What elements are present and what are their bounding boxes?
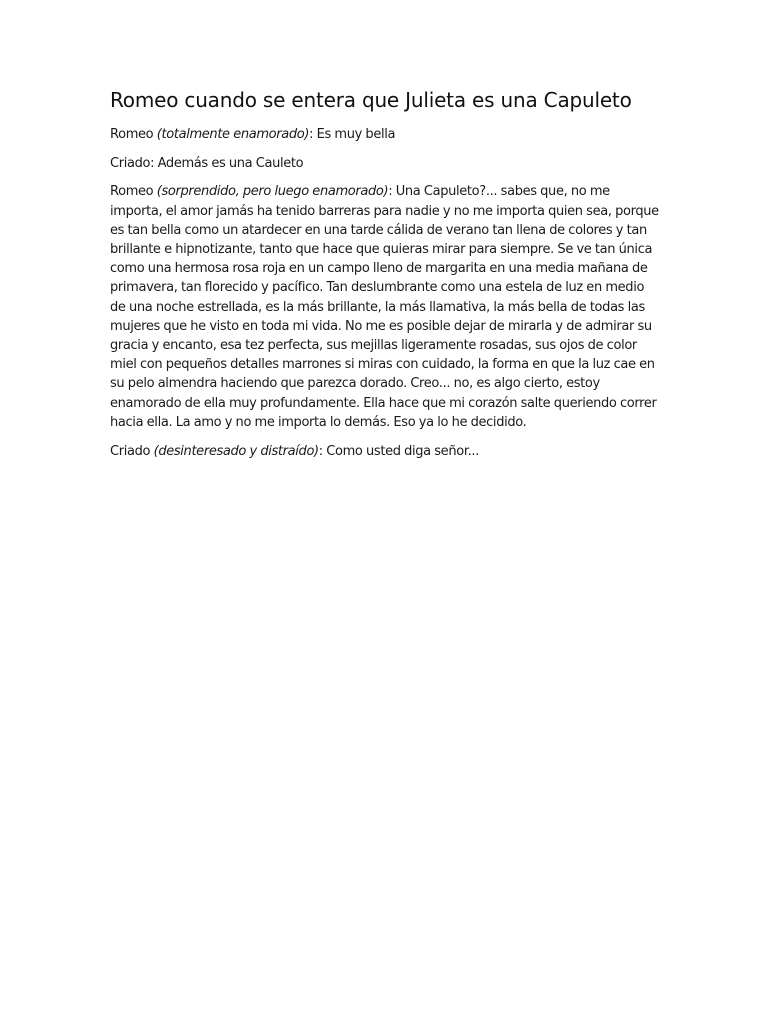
stage-direction: (totalmente enamorado) bbox=[156, 127, 310, 142]
dialogue-text: : Es muy bella bbox=[309, 127, 396, 142]
stage-direction: (desinteresado y distraído) bbox=[153, 443, 319, 459]
speaker-name: Romeo bbox=[110, 184, 154, 200]
document-title: Romeo cuando se entera que Julieta es una Capuleto bbox=[110, 88, 632, 112]
dialogue-text: : Además es una Cauleto bbox=[150, 155, 304, 171]
speaker-name: Criado bbox=[110, 155, 151, 171]
dialogue-paragraph bbox=[110, 182, 660, 432]
dialogue-text: : Como usted diga señor... bbox=[318, 443, 479, 459]
speaker-name: Romeo bbox=[110, 127, 154, 142]
speaker-name: Criado bbox=[110, 443, 151, 459]
dialogue-paragraph bbox=[110, 125, 660, 144]
dialogue-paragraph bbox=[110, 442, 660, 461]
stage-direction: (sorprendido, pero luego enamorado) bbox=[156, 184, 389, 200]
dialogue-paragraph bbox=[110, 154, 660, 173]
document-page bbox=[110, 86, 660, 470]
dialogue-text: : Una Capuleto?... sabes que, no me importa, el amor jamás ha tenido barreras para nadie y no me importa quien sea, porque es tan bella como un atardecer en una tarde cálida de verano tan llena de colores y tan brillante e hipnotizante, tanto que hace que quieras mirar para siempre. Se ve tan única como una hermosa rosa roja en un campo lleno de margarita en una media mañana de primavera, tan florecido y pacífico. Tan deslumbrante como una estela de luz en medio de una noche estrellada, es la más brillante, la más llamativa, la más bella de todas las mujeres que he visto en toda mi vida. No me es posible dejar de mirarla y de admirar su gracia y encanto, esa tez perfecta, sus mejillas ligeramente rosadas, sus ojos de color miel con pequeños detalles marrones si miras con cuidado, la forma en que la luz cae en su pelo almendra haciendo que parezca dorado. Creo... no, es algo cierto, estoy enamorado de ella muy profundamente. Ella hace que mi corazón salte queriendo correr hacia ella. La amo y no me importa lo demás. Eso ya lo he decidido. bbox=[110, 184, 659, 430]
